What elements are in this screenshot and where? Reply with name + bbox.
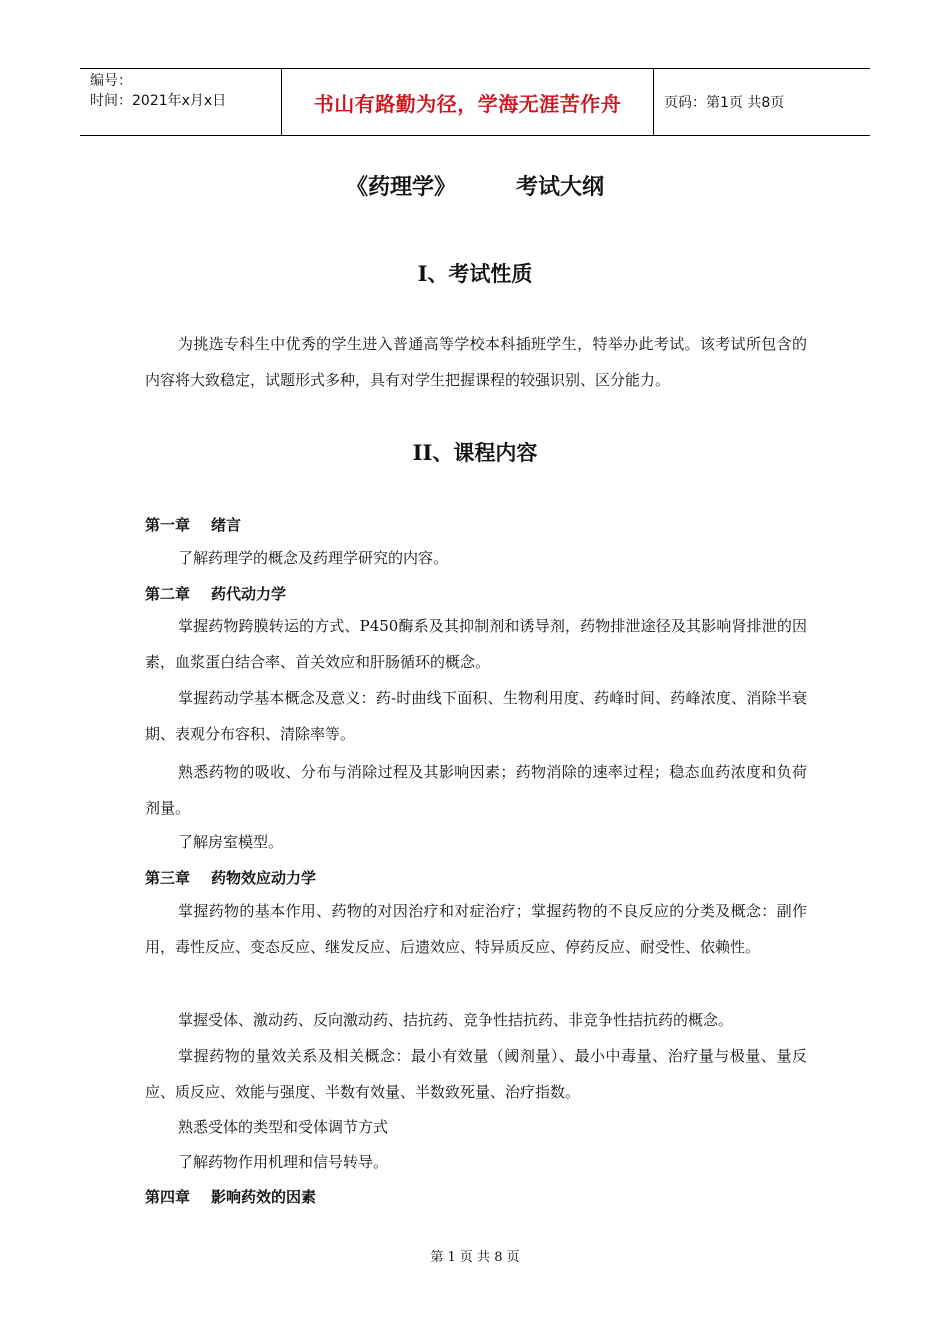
- chapter-2-text-4: 了解房室模型。: [178, 833, 284, 851]
- header-meta: [80, 69, 282, 135]
- chapter-1-number: 第一章: [145, 516, 191, 534]
- document-title: [0, 170, 950, 201]
- chapter-2-text-1: 掌握药物跨膜转运的方式、P450酶系及其抑制剂和诱导剂，药物排泄途径及其影响肾排泄的因素，血浆蛋白结合率、首关效应和肝肠循环的概念。: [145, 617, 807, 671]
- chapter-heading-1: [145, 514, 241, 535]
- chapter-3-text-2: 掌握受体、激动药、反向激动药、拮抗药、竞争性拮抗药、非竞争性拮抗药的概念。: [178, 1011, 734, 1029]
- header-motto-cell: [282, 69, 654, 135]
- section-heading-1: I、考试性质: [417, 261, 533, 286]
- title-subject: 考试大纲: [516, 175, 605, 200]
- chapter-3-text-4: 熟悉受体的类型和受体调节方式: [178, 1118, 389, 1136]
- chapter-3-text-5: 了解药物作用机理和信号转导。: [178, 1153, 389, 1171]
- section1-paragraph: 为挑选专科生中优秀的学生进入普通高等学校本科插班学生，特举办此考试。该考试所包含的内容将大致稳定，试题形式多种，具有对学生把握课程的较强识别、区分能力。: [145, 335, 807, 389]
- page-footer: 第 1 页 共 8 页: [430, 1250, 520, 1265]
- chapter-2-number: 第二章: [145, 585, 191, 603]
- chapter-1-text-1: 了解药理学的概念及药理学研究的内容。: [178, 549, 449, 567]
- chapter-3-name: 药物效应动力学: [211, 869, 317, 887]
- chapter-2-name: 药代动力学: [211, 585, 287, 603]
- chapter-4-name: 影响药效的因素: [211, 1188, 317, 1206]
- header-number-label: 编号：: [90, 73, 132, 89]
- chapter-2-text-3: 熟悉药物的吸收、分布与消除过程及其影响因素；药物消除的速率过程；稳态血药浓度和负荷剂量。: [145, 763, 807, 817]
- chapter-heading-4: [145, 1186, 316, 1207]
- chapter-2-text-2: 掌握药动学基本概念及意义：药-时曲线下面积、生物利用度、药峰时间、药峰浓度、消除半衰期、表观分布容积、清除率等。: [145, 689, 807, 743]
- chapter-4-number: 第四章: [145, 1188, 191, 1206]
- title-book: 《药理学》: [345, 175, 456, 200]
- chapter-1-name: 绪言: [211, 516, 242, 534]
- chapter-3-number: 第三章: [145, 869, 191, 887]
- chapter-heading-2: [145, 583, 286, 604]
- chapter-heading-3: [145, 867, 316, 888]
- section-heading-2: II、课程内容: [412, 440, 538, 465]
- header-page-info: 页码：第1页 共8页: [664, 95, 785, 111]
- header-date: 时间：2021年x月x日: [90, 93, 227, 109]
- chapter-3-text-3: 掌握药物的量效关系及相关概念：最小有效量（阈剂量）、最小中毒量、治疗量与极量、量反应、质反应、效能与强度、半数有效量、半数致死量、治疗指数。: [145, 1047, 807, 1101]
- document-header: [80, 68, 870, 136]
- header-motto: 书山有路勤为径，学海无涯苦作舟: [313, 91, 622, 116]
- chapter-3-text-1: 掌握药物的基本作用、药物的对因治疗和对症治疗；掌握药物的不良反应的分类及概念：副作用，毒性反应、变态反应、继发反应、后遗效应、特异质反应、停药反应、耐受性、依赖性。: [145, 902, 807, 956]
